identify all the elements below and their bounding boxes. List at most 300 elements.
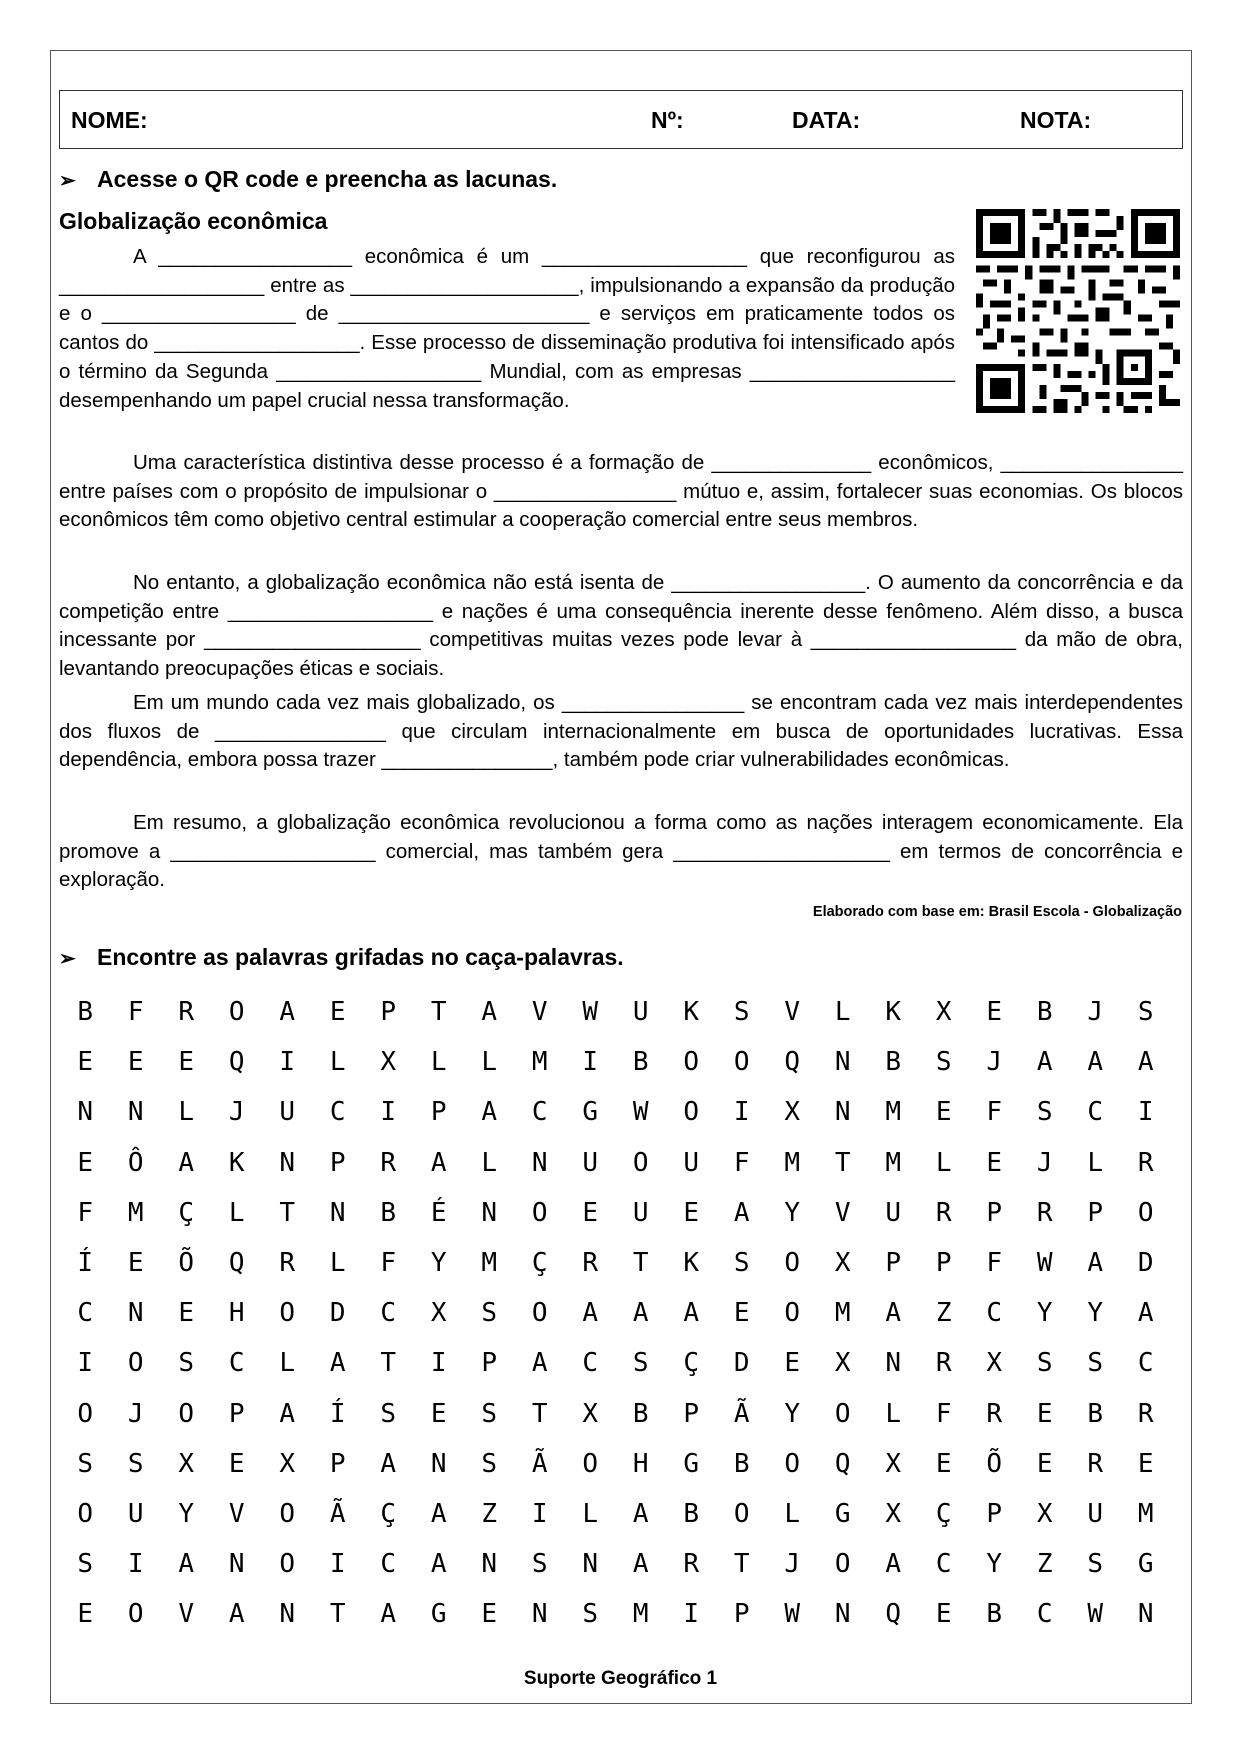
word-search-letter: V xyxy=(228,1498,245,1529)
word-search-letter: B xyxy=(632,1047,649,1078)
word-search-letter: F xyxy=(733,1147,750,1178)
word-search-letter: E xyxy=(228,1448,245,1479)
word-search-letter: Y xyxy=(430,1247,447,1278)
word-search-letter: I xyxy=(127,1549,144,1580)
word-search-letter: O xyxy=(531,1298,548,1329)
word-search-letter: R xyxy=(1087,1448,1104,1479)
word-search-letter: W xyxy=(784,1599,801,1630)
word-search-letter: Q xyxy=(228,1047,245,1078)
word-search-letter: L xyxy=(279,1348,296,1379)
word-search-letter: S xyxy=(481,1398,498,1429)
word-search-letter: X xyxy=(1036,1498,1053,1529)
word-search-letter: N xyxy=(531,1599,548,1630)
word-search-letter: C xyxy=(329,1097,346,1128)
word-search-letter: V xyxy=(784,997,801,1027)
word-search-letter: C xyxy=(531,1097,548,1128)
word-search-letter: Í xyxy=(329,1398,346,1429)
word-search-letter: W xyxy=(632,1097,649,1128)
text-title: Globalização econômica xyxy=(59,208,328,234)
word-search-letter: R xyxy=(935,1197,952,1228)
word-search-letter: L xyxy=(481,1047,498,1078)
word-search-letter: E xyxy=(178,1298,195,1329)
word-search-letter: Õ xyxy=(986,1448,1003,1479)
word-search-letter: A xyxy=(632,1498,649,1529)
word-search-letter: E xyxy=(935,1599,952,1630)
qr-code-icon xyxy=(976,209,1180,413)
word-search-letter: R xyxy=(1137,1147,1154,1178)
word-search-letter: T xyxy=(632,1247,649,1278)
word-search-letter: E xyxy=(77,1147,94,1178)
word-search-letter: E xyxy=(935,1448,952,1479)
word-search-letter: A xyxy=(380,1599,397,1630)
word-search-letter: X xyxy=(279,1448,296,1479)
word-search-letter: A xyxy=(683,1298,700,1329)
word-search-letter: K xyxy=(683,1247,700,1278)
word-search-letter: B xyxy=(380,1197,397,1228)
word-search-letter: C xyxy=(77,1298,94,1329)
word-search-letter: N xyxy=(834,1047,851,1078)
arrow-bullet-icon: ➢ xyxy=(59,948,76,970)
word-search-letter: E xyxy=(430,1398,447,1429)
word-search-letter: G xyxy=(834,1498,851,1529)
word-search-letter: B xyxy=(1087,1398,1104,1429)
word-search-letter: X xyxy=(430,1298,447,1329)
word-search-letter: F xyxy=(77,1197,94,1228)
arrow-bullet-icon: ➢ xyxy=(59,170,76,192)
word-search-letter: R xyxy=(986,1398,1003,1429)
word-search-letter: A xyxy=(632,1549,649,1580)
word-search-letter: I xyxy=(531,1498,548,1529)
word-search-letter: P xyxy=(935,1247,952,1278)
word-search-letter: I xyxy=(279,1047,296,1078)
word-search-letter: S xyxy=(127,1448,144,1479)
word-search-letter: M xyxy=(531,1047,548,1078)
word-search-letter: X xyxy=(834,1348,851,1379)
word-search-letter: O xyxy=(733,1498,750,1529)
word-search-letter: P xyxy=(430,1097,447,1128)
word-search-letter: S xyxy=(531,1549,548,1580)
word-search-letter: A xyxy=(1087,1047,1104,1078)
word-search-letter: T xyxy=(733,1549,750,1580)
word-search-letter: O xyxy=(279,1549,296,1580)
word-search-letter: O xyxy=(279,1498,296,1529)
word-search-letter: P xyxy=(329,1147,346,1178)
word-search-letter: O xyxy=(632,1147,649,1178)
word-search-letter: S xyxy=(935,1047,952,1078)
header-box xyxy=(59,90,1183,149)
word-search-letter: W xyxy=(1036,1247,1053,1278)
word-search-letter: Õ xyxy=(178,1247,195,1278)
word-search-letter: N xyxy=(1137,1599,1154,1630)
word-search-letter: Q xyxy=(885,1599,902,1630)
word-search-letter: C xyxy=(582,1348,599,1379)
word-search-letter: R xyxy=(178,997,195,1027)
word-search-letter: Ç xyxy=(531,1247,548,1278)
word-search-letter: É xyxy=(430,1197,447,1228)
word-search-letter: O xyxy=(784,1448,801,1479)
word-search-letter: Y xyxy=(1036,1298,1053,1329)
word-search-letter: S xyxy=(77,1448,94,1479)
word-search-letter: L xyxy=(228,1197,245,1228)
word-search-letter: U xyxy=(127,1498,144,1529)
word-search-letter: E xyxy=(1036,1448,1053,1479)
number-label: Nº: xyxy=(651,107,684,133)
word-search-letter: C xyxy=(1087,1097,1104,1128)
word-search-letter: F xyxy=(127,997,144,1027)
word-search-letter: R xyxy=(582,1247,599,1278)
instruction-qr-text: Acesse o QR code e preencha as lacunas. xyxy=(97,166,558,192)
word-search-letter: O xyxy=(784,1298,801,1329)
word-search-row xyxy=(60,1298,1171,1348)
date-label: DATA: xyxy=(792,107,861,133)
word-search-letter: J xyxy=(784,1549,801,1580)
word-search-letter: A xyxy=(632,1298,649,1329)
word-search-letter: A xyxy=(380,1448,397,1479)
word-search-letter: J xyxy=(986,1047,1003,1078)
word-search-letter: Ç xyxy=(683,1348,700,1379)
word-search-letter: N xyxy=(279,1147,296,1178)
word-search-letter: E xyxy=(935,1097,952,1128)
word-search-letter: Q xyxy=(834,1448,851,1479)
word-search-letter: I xyxy=(1137,1097,1154,1128)
word-search-letter: O xyxy=(834,1398,851,1429)
word-search-letter: G xyxy=(430,1599,447,1630)
word-search-letter: M xyxy=(784,1147,801,1178)
word-search-letter: A xyxy=(1087,1247,1104,1278)
word-search-letter: A xyxy=(1137,1298,1154,1329)
word-search-letter: P xyxy=(986,1197,1003,1228)
word-search-letter: V xyxy=(531,997,548,1027)
word-search-letter: S xyxy=(178,1348,195,1379)
word-search-letter: Y xyxy=(1087,1298,1104,1329)
word-search-letter: A xyxy=(481,997,498,1027)
word-search-letter: D xyxy=(1137,1247,1154,1278)
word-search-letter: U xyxy=(1087,1498,1104,1529)
word-search-letter: C xyxy=(935,1549,952,1580)
word-search-letter: K xyxy=(885,997,902,1027)
word-search-letter: E xyxy=(127,1047,144,1078)
word-search-letter: S xyxy=(77,1549,94,1580)
word-search-letter: E xyxy=(178,1047,195,1078)
word-search-letter: A xyxy=(279,1398,296,1429)
word-search-letter: G xyxy=(582,1097,599,1128)
paragraph-5: Em resumo, a globalização econômica revolucionou a forma como as nações interagem economicamente. Ela promove a __________________ comercial, mas também gera ___________________ em termos de concorrência e exploração. xyxy=(59,811,1183,892)
word-search-letter: T xyxy=(380,1348,397,1379)
word-search-letter: F xyxy=(986,1097,1003,1128)
word-search-letter: R xyxy=(1036,1197,1053,1228)
word-search-letter: U xyxy=(582,1147,599,1178)
word-search-letter: R xyxy=(279,1247,296,1278)
word-search-letter: U xyxy=(632,1197,649,1228)
word-search-letter: A xyxy=(885,1549,902,1580)
word-search-letter: M xyxy=(885,1097,902,1128)
word-search-letter: F xyxy=(935,1398,952,1429)
word-search-letter: O xyxy=(784,1247,801,1278)
word-search-letter: Z xyxy=(935,1298,952,1329)
word-search-letter: Ô xyxy=(127,1147,144,1178)
word-search-letter: N xyxy=(834,1599,851,1630)
word-search-letter: E xyxy=(481,1599,498,1630)
word-search-letter: A xyxy=(228,1599,245,1630)
word-search-letter: L xyxy=(885,1398,902,1429)
word-search-letter: E xyxy=(77,1599,94,1630)
word-search-letter: U xyxy=(279,1097,296,1128)
word-search-letter: P xyxy=(733,1599,750,1630)
word-search-letter: O xyxy=(279,1298,296,1329)
word-search-row xyxy=(60,1449,1171,1499)
word-search-letter: E xyxy=(582,1197,599,1228)
word-search-letter: S xyxy=(1036,1097,1053,1128)
word-search-letter: P xyxy=(380,997,397,1027)
word-search-grid xyxy=(60,997,1171,1649)
word-search-letter: R xyxy=(1137,1398,1154,1429)
word-search-letter: A xyxy=(582,1298,599,1329)
word-search-letter: Ç xyxy=(178,1197,195,1228)
word-search-letter: T xyxy=(834,1147,851,1178)
word-search-letter: E xyxy=(784,1348,801,1379)
word-search-letter: X xyxy=(178,1448,195,1479)
word-search-letter: B xyxy=(632,1398,649,1429)
word-search-letter: B xyxy=(77,997,94,1027)
word-search-letter: K xyxy=(228,1147,245,1178)
word-search-letter: T xyxy=(329,1599,346,1630)
word-search-letter: F xyxy=(986,1247,1003,1278)
word-search-letter: E xyxy=(127,1247,144,1278)
word-search-row xyxy=(60,1599,1171,1649)
word-search-letter: E xyxy=(733,1298,750,1329)
word-search-letter: L xyxy=(430,1047,447,1078)
word-search-letter: I xyxy=(733,1097,750,1128)
word-search-letter: Í xyxy=(77,1247,94,1278)
word-search-letter: L xyxy=(329,1247,346,1278)
paragraph-1: A _________________ econômica é um __________________ que reconfigurou as __________________ entre as ____________________, impulsionando a expansão da produção e o _________________ de ______________________ e serviços em praticamente todos os cantos do __________________. Esse processo de disseminação produtiva foi intensificado após o término da Segunda __________________ Mundial, com as empresas __________________ desempenhando um papel crucial nessa transformação. xyxy=(59,245,955,412)
word-search-letter: O xyxy=(683,1047,700,1078)
word-search-letter: O xyxy=(531,1197,548,1228)
word-search-letter: M xyxy=(127,1197,144,1228)
word-search-letter: T xyxy=(430,997,447,1027)
word-search-letter: O xyxy=(683,1097,700,1128)
word-search-row xyxy=(60,1549,1171,1599)
word-search-letter: L xyxy=(935,1147,952,1178)
word-search-letter: S xyxy=(632,1348,649,1379)
word-search-letter: S xyxy=(733,1247,750,1278)
word-search-letter: S xyxy=(733,997,750,1027)
word-search-letter: Y xyxy=(784,1197,801,1228)
word-search-letter: O xyxy=(178,1398,195,1429)
word-search-letter: X xyxy=(582,1398,599,1429)
word-search-letter: X xyxy=(885,1498,902,1529)
word-search-letter: P xyxy=(481,1348,498,1379)
word-search-letter: Ç xyxy=(935,1498,952,1529)
word-search-row xyxy=(60,1399,1171,1449)
word-search-letter: C xyxy=(380,1549,397,1580)
word-search-letter: S xyxy=(1087,1348,1104,1379)
word-search-letter: S xyxy=(380,1398,397,1429)
word-search-letter: A xyxy=(481,1097,498,1128)
source-credit: Elaborado com base em: Brasil Escola - Globalização xyxy=(812,904,1182,920)
word-search-letter: A xyxy=(430,1498,447,1529)
word-search-letter: O xyxy=(834,1549,851,1580)
word-search-letter: E xyxy=(1036,1398,1053,1429)
word-search-letter: N xyxy=(481,1197,498,1228)
word-search-letter: G xyxy=(1137,1549,1154,1580)
word-search-letter: X xyxy=(885,1448,902,1479)
word-search-letter: N xyxy=(329,1197,346,1228)
word-search-letter: Ã xyxy=(329,1498,346,1529)
footer-label: Suporte Geográfico 1 xyxy=(523,1668,718,1689)
word-search-letter: L xyxy=(178,1097,195,1128)
word-search-letter: P xyxy=(683,1398,700,1429)
word-search-letter: B xyxy=(986,1599,1003,1630)
word-search-letter: S xyxy=(481,1448,498,1479)
word-search-letter: B xyxy=(683,1498,700,1529)
word-search-row xyxy=(60,1148,1171,1198)
word-search-row xyxy=(60,1348,1171,1398)
word-search-letter: A xyxy=(1137,1047,1154,1078)
word-search-letter: I xyxy=(380,1097,397,1128)
word-search-letter: A xyxy=(733,1197,750,1228)
word-search-letter: E xyxy=(329,997,346,1027)
word-search-letter: A xyxy=(1036,1047,1053,1078)
word-search-letter: O xyxy=(1137,1197,1154,1228)
word-search-letter: J xyxy=(228,1097,245,1128)
word-search-letter: U xyxy=(683,1147,700,1178)
word-search-letter: Q xyxy=(784,1047,801,1078)
word-search-letter: M xyxy=(1137,1498,1154,1529)
word-search-letter: N xyxy=(127,1298,144,1329)
word-search-letter: E xyxy=(683,1197,700,1228)
word-search-letter: T xyxy=(531,1398,548,1429)
word-search-letter: I xyxy=(683,1599,700,1630)
word-search-letter: A xyxy=(178,1549,195,1580)
word-search-letter: Z xyxy=(481,1498,498,1529)
word-search-letter: J xyxy=(127,1398,144,1429)
word-search-letter: J xyxy=(1087,997,1104,1027)
word-search-letter: N xyxy=(430,1448,447,1479)
word-search-letter: E xyxy=(1137,1448,1154,1479)
word-search-letter: T xyxy=(279,1197,296,1228)
word-search-letter: X xyxy=(834,1247,851,1278)
word-search-letter: Ã xyxy=(733,1398,750,1429)
word-search-letter: N xyxy=(481,1549,498,1580)
word-search-letter: Y xyxy=(784,1398,801,1429)
word-search-letter: P xyxy=(329,1448,346,1479)
word-search-row xyxy=(60,1248,1171,1298)
word-search-letter: N xyxy=(228,1549,245,1580)
word-search-letter: O xyxy=(77,1498,94,1529)
word-search-letter: O xyxy=(733,1047,750,1078)
word-search-letter: B xyxy=(1036,997,1053,1027)
word-search-letter: H xyxy=(228,1298,245,1329)
word-search-letter: L xyxy=(1087,1147,1104,1178)
word-search-letter: C xyxy=(1137,1348,1154,1379)
word-search-letter: O xyxy=(228,997,245,1027)
word-search-letter: E xyxy=(77,1047,94,1078)
word-search-letter: A xyxy=(885,1298,902,1329)
paragraph-4: Em um mundo cada vez mais globalizado, os ________________ se encontram cada vez mais interdependentes dos fluxos de _______________ que circulam internacionalmente em busca de oportunidades lucrativas. Essa dependência, embora possa trazer _______________, também pode criar vulnerabilidades econômicas. xyxy=(59,691,1183,772)
word-search-row xyxy=(60,1047,1171,1097)
word-search-letter: C xyxy=(228,1348,245,1379)
word-search-letter: A xyxy=(178,1147,195,1178)
word-search-letter: X xyxy=(935,997,952,1027)
word-search-letter: E xyxy=(986,1147,1003,1178)
word-search-row xyxy=(60,997,1171,1047)
word-search-letter: L xyxy=(784,1498,801,1529)
word-search-letter: L xyxy=(834,997,851,1027)
word-search-letter: P xyxy=(228,1398,245,1429)
word-search-letter: M xyxy=(834,1298,851,1329)
word-search-letter: C xyxy=(1036,1599,1053,1630)
word-search-letter: P xyxy=(885,1247,902,1278)
word-search-letter: O xyxy=(127,1599,144,1630)
word-search-letter: N xyxy=(834,1097,851,1128)
word-search-letter: P xyxy=(1087,1197,1104,1228)
word-search-letter: O xyxy=(127,1348,144,1379)
word-search-letter: A xyxy=(430,1549,447,1580)
word-search-letter: M xyxy=(632,1599,649,1630)
word-search-letter: X xyxy=(784,1097,801,1128)
word-search-letter: S xyxy=(1137,997,1154,1027)
word-search-letter: L xyxy=(329,1047,346,1078)
word-search-letter: P xyxy=(986,1498,1003,1529)
word-search-letter: B xyxy=(885,1047,902,1078)
grade-label: NOTA: xyxy=(1020,107,1092,133)
word-search-row xyxy=(60,1499,1171,1549)
paragraph-2: Uma característica distintiva desse processo é a formação de ______________ econômicos, ________________ entre países com o propósito de impulsionar o ________________ mútuo e, assim, fortalecer suas economias. Os blocos econômicos têm como objetivo central estimular a cooperação comercial entre seus membros. xyxy=(59,451,1183,532)
name-label: NOME: xyxy=(71,107,148,133)
word-search-letter: X xyxy=(380,1047,397,1078)
word-search-letter: R xyxy=(935,1348,952,1379)
word-search-letter: N xyxy=(77,1097,94,1128)
word-search-letter: V xyxy=(178,1599,195,1630)
word-search-letter: Ã xyxy=(531,1448,548,1479)
word-search-letter: A xyxy=(531,1348,548,1379)
word-search-letter: M xyxy=(481,1247,498,1278)
word-search-letter: A xyxy=(430,1147,447,1178)
word-search-letter: S xyxy=(1036,1348,1053,1379)
instruction-qr xyxy=(59,166,557,193)
word-search-letter: Y xyxy=(986,1549,1003,1580)
word-search-letter: N xyxy=(127,1097,144,1128)
word-search-letter: N xyxy=(582,1549,599,1580)
word-search-letter: I xyxy=(329,1549,346,1580)
word-search-letter: Y xyxy=(178,1498,195,1529)
word-search-letter: S xyxy=(1087,1549,1104,1580)
word-search-letter: J xyxy=(1036,1147,1053,1178)
word-search-letter: U xyxy=(885,1197,902,1228)
word-search-letter: W xyxy=(1087,1599,1104,1630)
instruction-word-search-text: Encontre as palavras grifadas no caça-palavras. xyxy=(97,944,624,970)
word-search-letter: C xyxy=(986,1298,1003,1329)
word-search-letter: W xyxy=(582,997,599,1027)
word-search-letter: G xyxy=(683,1448,700,1479)
word-search-letter: B xyxy=(733,1448,750,1479)
word-search-letter: H xyxy=(632,1448,649,1479)
word-search-letter: Q xyxy=(228,1247,245,1278)
word-search-letter: X xyxy=(986,1348,1003,1379)
word-search-row xyxy=(60,1198,1171,1248)
instruction-word-search xyxy=(59,944,624,971)
word-search-letter: R xyxy=(683,1549,700,1580)
word-search-letter: Z xyxy=(1036,1549,1053,1580)
word-search-row xyxy=(60,1097,1171,1147)
word-search-letter: O xyxy=(582,1448,599,1479)
word-search-letter: S xyxy=(481,1298,498,1329)
word-search-letter: Ç xyxy=(380,1498,397,1529)
word-search-letter: M xyxy=(885,1147,902,1178)
word-search-letter: C xyxy=(380,1298,397,1329)
word-search-letter: D xyxy=(329,1298,346,1329)
